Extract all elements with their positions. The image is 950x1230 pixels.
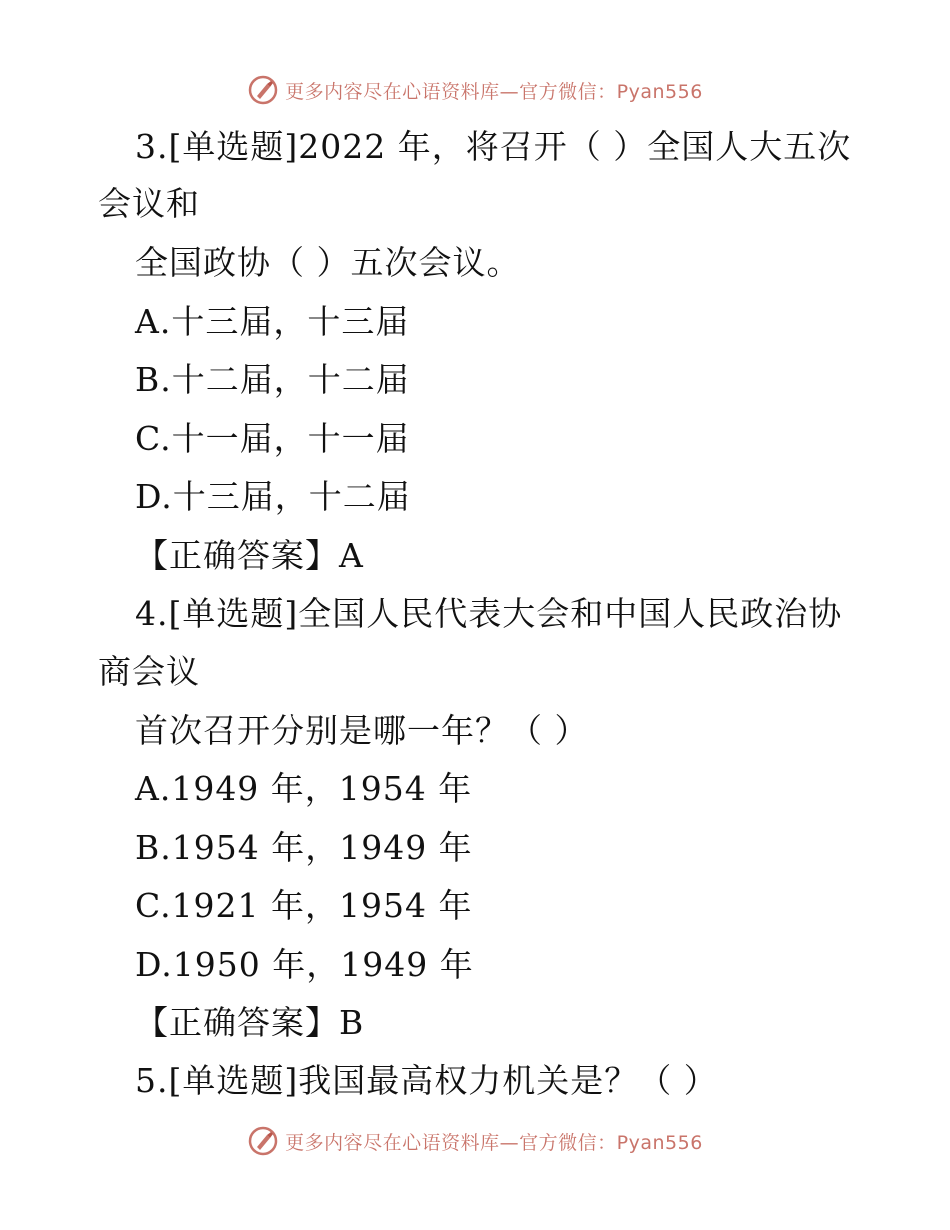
question-3-answer: 【正确答案】A — [135, 536, 364, 575]
question-3-option-a: A.十三届，十三届 — [135, 302, 410, 341]
question-3-stem-line-2: 会议和 — [98, 184, 200, 223]
question-3-stem-line-1: 3.[单选题]2022 年，将召开（ ）全国人大五次 — [135, 127, 852, 166]
header-watermark-text: 更多内容尽在心语资料库—官方微信：Pyan556 — [285, 80, 703, 103]
question-4-answer: 【正确答案】B — [135, 1003, 365, 1042]
header-watermark — [0, 70, 950, 110]
question-4-option-a: A.1949 年，1954 年 — [135, 769, 473, 808]
question-4-option-d: D.1950 年，1949 年 — [135, 945, 474, 984]
question-4-option-c: C.1921 年，1954 年 — [135, 886, 473, 925]
question-3-option-c: C.十一届，十一届 — [135, 419, 410, 458]
question-4-stem-line-2: 商会议 — [98, 652, 200, 691]
question-3-option-b: B.十二届，十二届 — [135, 360, 410, 399]
question-3-option-d: D.十三届，十二届 — [135, 477, 411, 516]
footer-watermark — [0, 1121, 950, 1161]
question-4-stem-line-1: 4.[单选题]全国人民代表大会和中国人民政治协 — [135, 594, 843, 633]
question-4-option-b: B.1954 年，1949 年 — [135, 828, 473, 867]
question-5-stem-line-1: 5.[单选题]我国最高权力机关是？（ ） — [135, 1061, 718, 1100]
pen-logo-icon — [247, 1125, 279, 1157]
question-3-stem-line-3: 全国政协（ ）五次会议。 — [135, 243, 521, 282]
question-4-stem-line-3: 首次召开分别是哪一年？（ ） — [135, 711, 589, 750]
pen-logo-icon — [247, 74, 279, 106]
footer-watermark-text: 更多内容尽在心语资料库—官方微信：Pyan556 — [285, 1131, 703, 1154]
